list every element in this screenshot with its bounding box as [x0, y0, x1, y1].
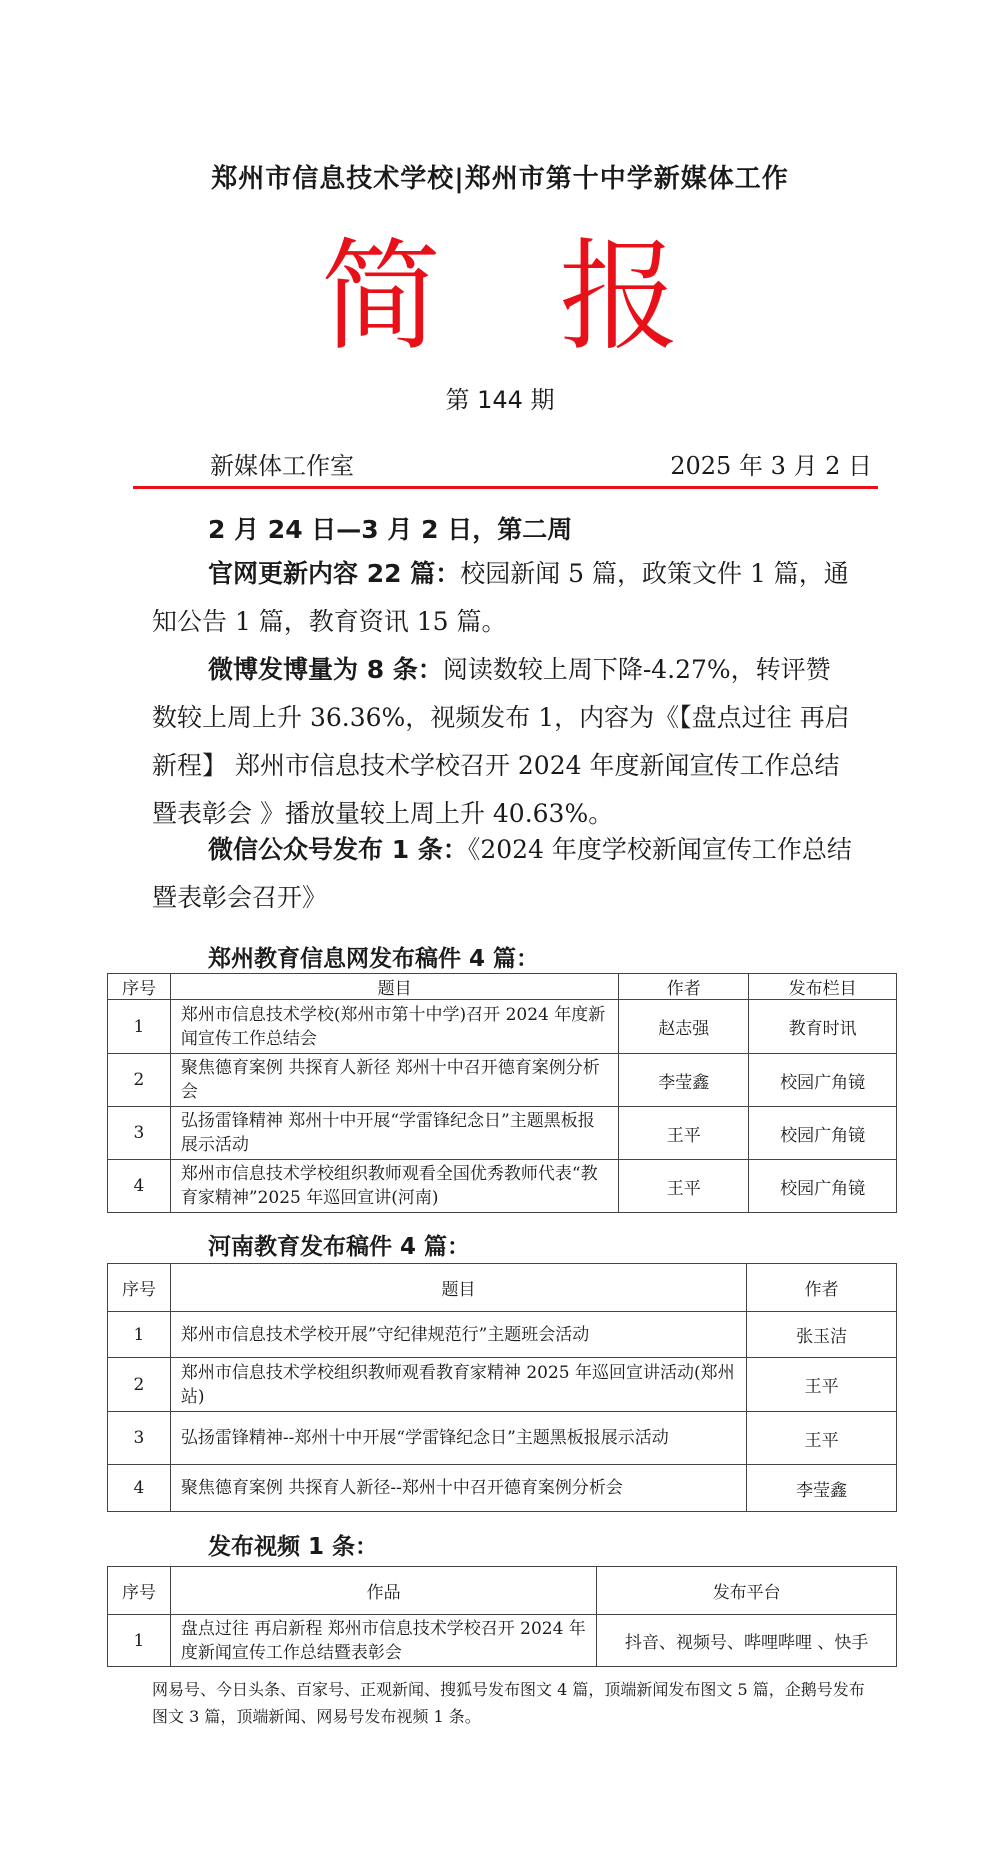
- row-no: 1: [108, 1000, 171, 1054]
- site-summary: [152, 550, 852, 646]
- row-title: 弘扬雷锋精神 郑州十中开展“学雷锋纪念日”主题黑板报展示活动: [170, 1107, 618, 1160]
- issue-number: 第 144 期: [445, 386, 555, 414]
- row-title: 聚焦德育案例 共探育人新径 郑州十中召开德育案例分析会: [170, 1054, 618, 1107]
- zhengzhou-edu-table: [107, 973, 897, 1213]
- col-platform: 发布平台: [597, 1567, 897, 1615]
- row-author: 王平: [747, 1412, 897, 1465]
- col-no: 序号: [108, 1264, 171, 1312]
- table-row: [108, 1054, 897, 1107]
- table-row: [108, 1465, 897, 1512]
- week-range: [152, 506, 852, 554]
- wechat-summary-text: 《2024 年度学校新闻宣传工作总结暨表彰会召开》: [152, 835, 852, 912]
- col-work: 作品: [170, 1567, 596, 1615]
- table-row: [108, 1615, 897, 1667]
- row-title: 盘点过往 再启新程 郑州市信息技术学校召开 2024 年度新闻宣传工作总结暨表彰会: [170, 1615, 596, 1667]
- row-no: 3: [108, 1107, 171, 1160]
- table2-heading: 河南教育发布稿件 4 篇：: [208, 1234, 471, 1260]
- week-range-text: 2 月 24 日—3 月 2 日，第二周: [208, 515, 573, 544]
- row-column: 教育时讯: [749, 1000, 897, 1054]
- organization: 新媒体工作室: [210, 452, 354, 480]
- row-title: 郑州市信息技术学校(郑州市第十中学)召开 2024 年度新闻宣传工作总结会: [170, 1000, 618, 1054]
- red-divider: [133, 486, 878, 489]
- row-title: 聚焦德育案例 共探育人新径--郑州十中召开德育案例分析会: [170, 1465, 746, 1512]
- weibo-summary-lead: 微博发博量为 8 条：: [208, 655, 443, 684]
- table-header-row: [108, 974, 897, 1000]
- col-no: 序号: [108, 1567, 171, 1615]
- row-title: 郑州市信息技术学校组织教师观看教育家精神 2025 年巡回宣讲活动(郑州站): [170, 1358, 746, 1412]
- row-no: 2: [108, 1054, 171, 1107]
- row-no: 1: [108, 1312, 171, 1358]
- col-column: 发布栏目: [749, 974, 897, 1000]
- table-row: [108, 1000, 897, 1054]
- row-title: 郑州市信息技术学校开展”守纪律规范行”主题班会活动: [170, 1312, 746, 1358]
- footer-note: 网易号、今日头条、百家号、正观新闻、搜狐号发布图文 4 篇，顶端新闻发布图文 5 篇，企鹅号发布图文 3 篇，顶端新闻、网易号发布视频 1 条。: [152, 1680, 865, 1726]
- row-no: 4: [108, 1465, 171, 1512]
- table-row: [108, 1412, 897, 1465]
- row-column: 校园广角镜: [749, 1054, 897, 1107]
- col-title: 题目: [170, 974, 618, 1000]
- table-row: [108, 1160, 897, 1213]
- weibo-summary-text: 阅读数较上周下降-4.27%，转评赞数较上周上升 36.36%，视频发布 1，内容为《【盘点过往 再启新程】 郑州市信息技术学校召开 2024 年度新闻宣传工作总结暨表彰会 》播放量较上周上升 40.63%。: [152, 655, 850, 828]
- table3-heading: 发布视频 1 条：: [208, 1534, 379, 1560]
- publish-date: 2025 年 3 月 2 日: [670, 452, 872, 480]
- video-table: [107, 1566, 897, 1667]
- row-author: 王平: [619, 1107, 749, 1160]
- site-summary-text: 校园新闻 5 篇，政策文件 1 篇，通知公告 1 篇，教育资讯 15 篇。: [152, 559, 849, 636]
- col-no: 序号: [108, 974, 171, 1000]
- row-author: 王平: [619, 1160, 749, 1213]
- bulletin-header: 郑州市信息技术学校|郑州市第十中学新媒体工作: [211, 164, 789, 194]
- col-author: 作者: [747, 1264, 897, 1312]
- row-author: 赵志强: [619, 1000, 749, 1054]
- row-column: 校园广角镜: [749, 1107, 897, 1160]
- row-author: 李莹鑫: [747, 1465, 897, 1512]
- row-no: 2: [108, 1358, 171, 1412]
- row-no: 3: [108, 1412, 171, 1465]
- henan-edu-table: [107, 1263, 897, 1512]
- row-author: 李莹鑫: [619, 1054, 749, 1107]
- row-platform: 抖音、视频号、哔哩哔哩 、快手: [597, 1615, 897, 1667]
- table-row: [108, 1312, 897, 1358]
- table-row: [108, 1358, 897, 1412]
- row-title: 弘扬雷锋精神--郑州十中开展“学雷锋纪念日”主题黑板报展示活动: [170, 1412, 746, 1465]
- row-title: 郑州市信息技术学校组织教师观看全国优秀教师代表“教育家精神”2025 年巡回宣讲(河南): [170, 1160, 618, 1213]
- weibo-summary: [152, 646, 852, 838]
- wechat-summary: [152, 826, 852, 922]
- row-author: 王平: [747, 1358, 897, 1412]
- bulletin-title: 简 报: [320, 228, 720, 367]
- row-no: 1: [108, 1615, 171, 1667]
- table-row: [108, 1107, 897, 1160]
- col-title: 题目: [170, 1264, 746, 1312]
- table-header-row: [108, 1264, 897, 1312]
- row-author: 张玉洁: [747, 1312, 897, 1358]
- site-summary-lead: 官网更新内容 22 篇：: [208, 559, 461, 588]
- wechat-summary-lead: 微信公众号发布 1 条：: [208, 835, 468, 864]
- col-author: 作者: [619, 974, 749, 1000]
- row-no: 4: [108, 1160, 171, 1213]
- row-column: 校园广角镜: [749, 1160, 897, 1213]
- table-header-row: [108, 1567, 897, 1615]
- table1-heading: 郑州教育信息网发布稿件 4 篇：: [208, 946, 540, 972]
